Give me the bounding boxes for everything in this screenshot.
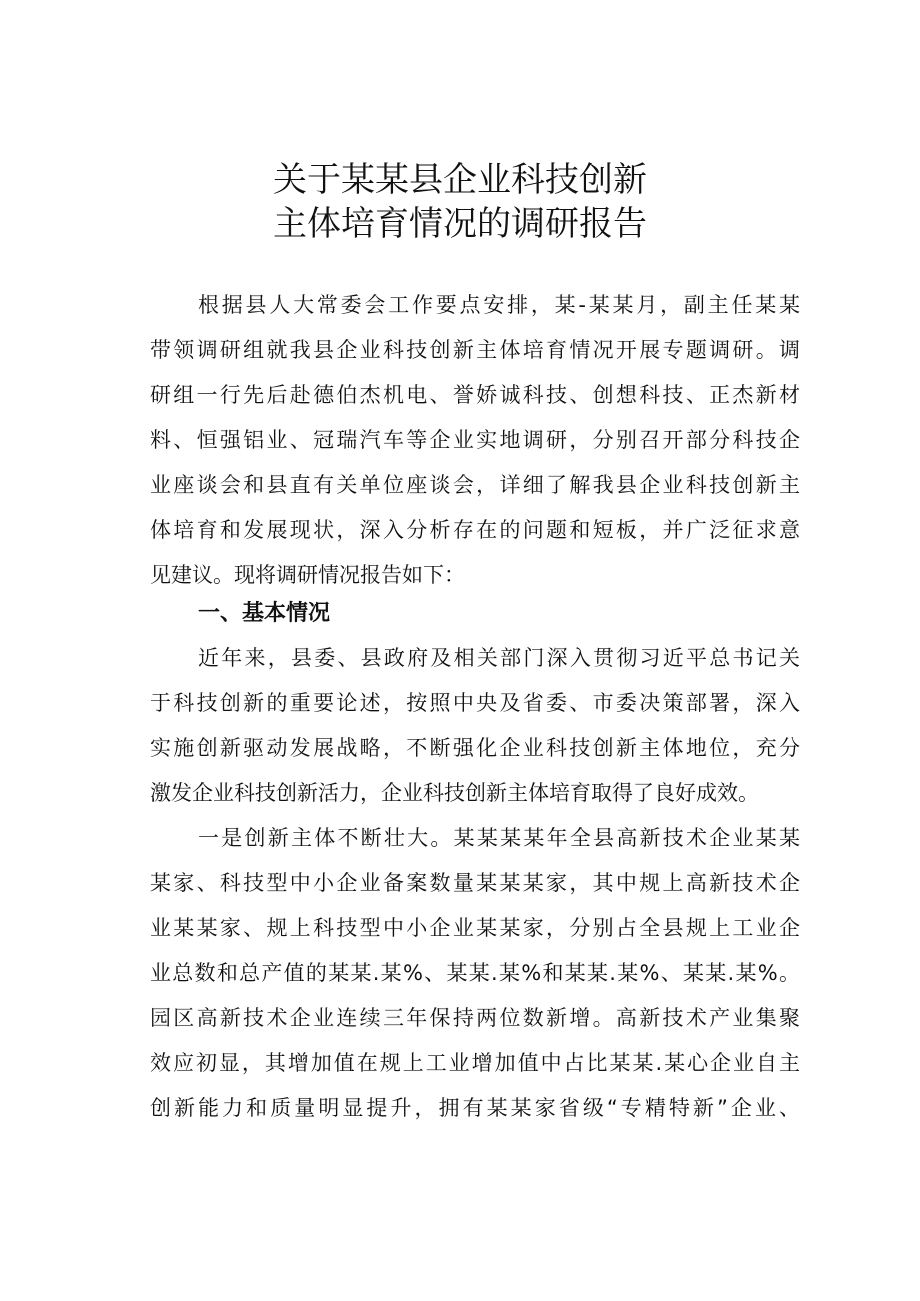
intro-paragraph-line: 业座谈会和县直有关单位座谈会，详细了解我县企业科技创新主	[150, 473, 800, 497]
intro-paragraph-line: 体培育和发展现状，深入分析存在的问题和短板，并广泛征求意	[150, 518, 800, 542]
section1-paragraph2-line: 一是创新主体不断壮大。某某某某年全县高新技术企业某某	[198, 826, 800, 850]
section1-paragraph1-line: 于科技创新的重要论述，按照中央及省委、市委决策部署，深入	[150, 691, 800, 715]
section1-paragraph1-line: 激发企业科技创新活力，企业科技创新主体培育取得了良好成效。	[150, 781, 759, 805]
section1-paragraph2-line: 某家、科技型中小企业备案数量某某某家，其中规上高新技术企	[150, 871, 800, 895]
section1-paragraph2-line: 园区高新技术企业连续三年保持两位数新增。高新技术产业集聚	[150, 1006, 800, 1030]
section1-paragraph2-line: 业某某家、规上科技型中小企业某某家，分别占全县规上工业企	[150, 916, 800, 940]
report-title-line-1: 关于某某县企业科技创新	[273, 160, 647, 200]
intro-paragraph-line: 根据县人大常委会工作要点安排，某-某某月，副主任某某	[198, 293, 800, 317]
section-heading-basic-situation: 一、基本情况	[198, 601, 331, 626]
intro-paragraph-line: 见建议。现将调研情况报告如下：	[150, 563, 465, 587]
section1-paragraph2-line: 创新能力和质量明显提升，拥有某某家省级“专精特新”企业、	[150, 1096, 800, 1120]
intro-paragraph-line: 料、恒强铝业、冠瑞汽车等企业实地调研，分别召开部分科技企	[150, 428, 800, 452]
section1-paragraph2-line: 业总数和总产值的某某.某%、某某.某%和某某.某%、某某.某%。	[150, 961, 800, 985]
intro-paragraph-line: 带领调研组就我县企业科技创新主体培育情况开展专题调研。调	[150, 338, 800, 362]
section1-paragraph2-line: 效应初显，其增加值在规上工业增加值中占比某某.某心企业自主	[150, 1051, 800, 1075]
report-title-line-2: 主体培育情况的调研报告	[273, 204, 647, 244]
section1-paragraph1-line: 实施创新驱动发展战略，不断强化企业科技创新主体地位，充分	[150, 736, 800, 760]
section1-paragraph1-line: 近年来，县委、县政府及相关部门深入贯彻习近平总书记关	[198, 646, 800, 670]
intro-paragraph-line: 研组一行先后赴德伯杰机电、誉娇诚科技、创想科技、正杰新材	[150, 383, 800, 407]
